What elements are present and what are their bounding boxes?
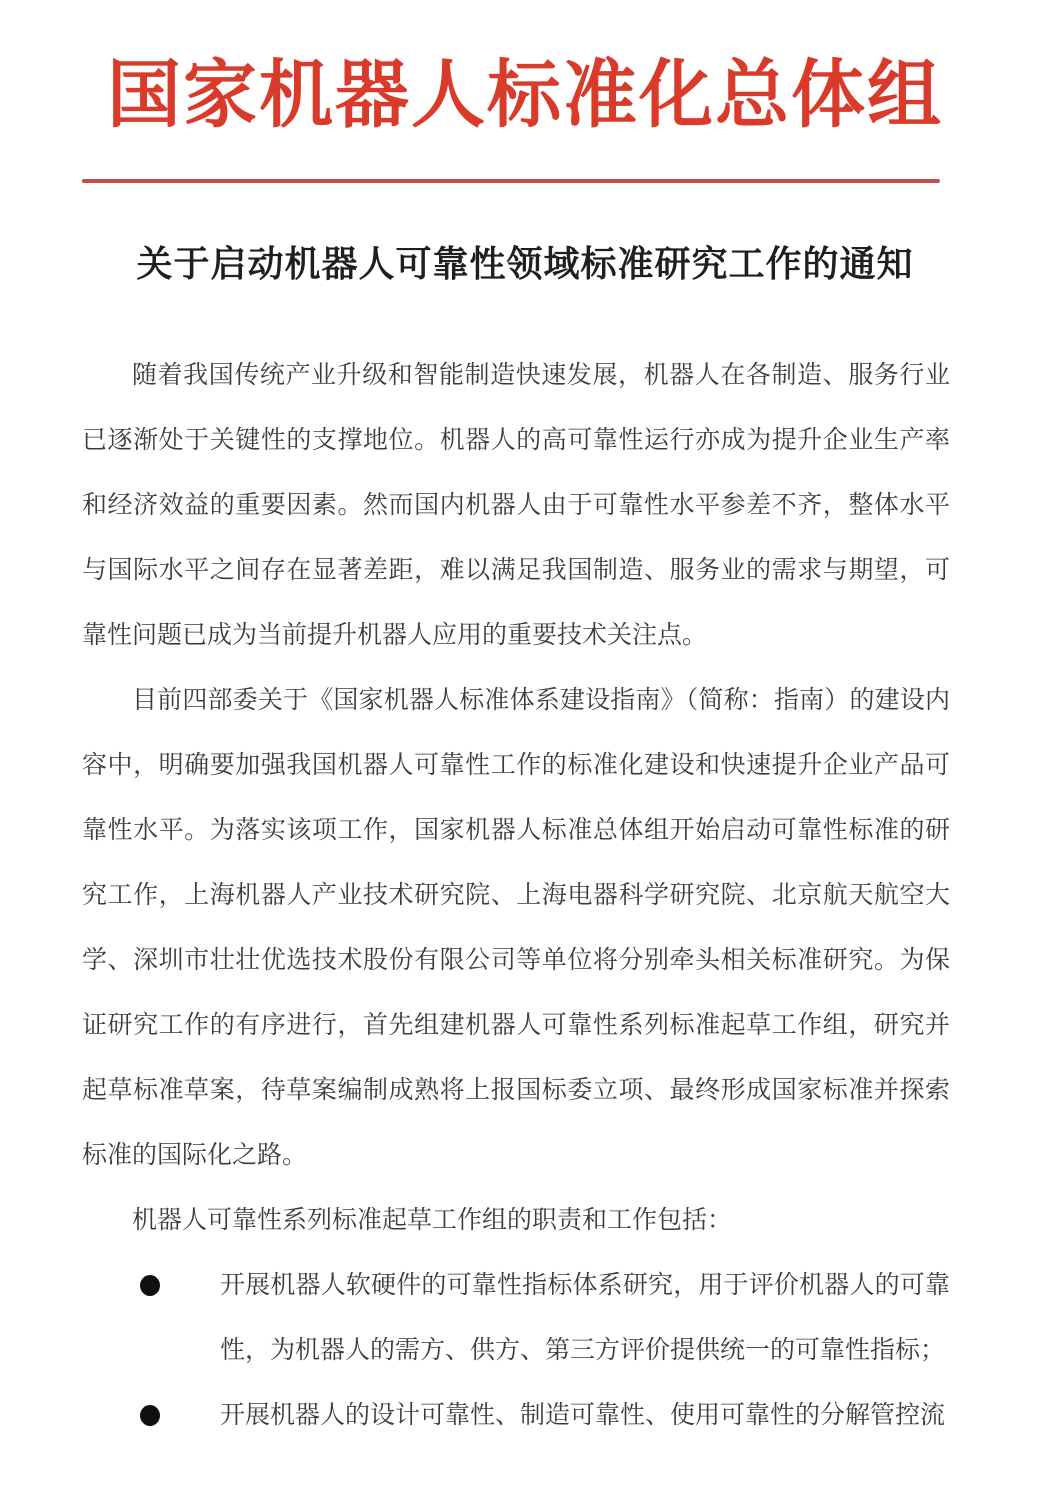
body-paragraph-3: 机器人可靠性系列标准起草工作组的职责和工作包括： bbox=[132, 1207, 733, 1235]
bullet-item bbox=[82, 1383, 950, 1448]
bullet-item-text: 开展机器人的设计可靠性、制造可靠性、使用可靠性的分解管控流 bbox=[220, 1402, 946, 1430]
bullet-item bbox=[82, 1253, 950, 1383]
org-header-title: 国家机器人标准化总体组 bbox=[107, 55, 943, 137]
bullet-list bbox=[82, 1253, 950, 1448]
document-body bbox=[82, 343, 950, 1448]
bullet-item-text: 开展机器人软硬件的可靠性指标体系研究，用于评价机器人的可靠性，为机器人的需方、供方、第三方评价提供统一的可靠性指标； bbox=[220, 1272, 950, 1365]
red-divider bbox=[82, 179, 940, 183]
body-paragraph-2: 目前四部委关于《国家机器人标准体系建设指南》（简称：指南）的建设内容中，明确要加强我国机器人可靠性工作的标准化建设和快速提升企业产品可靠性水平。为落实该项工作，国家机器人标准总体组开始启动可靠性标准的研究工作，上海机器人产业技术研究院、上海电器科学研究院、北京航天航空大学、深圳市壮壮优选技术股份有限公司等单位将分别牵头相关标准研究。为保证研究工作的有序进行，首先组建机器人可靠性系列标准起草工作组，研究并起草标准草案，待草案编制成熟将上报国标委立项、最终形成国家标准并探索标准的国际化之路。 bbox=[82, 687, 950, 1170]
document-title: 关于启动机器人可靠性领域标准研究工作的通知 bbox=[136, 243, 914, 284]
bullet-dot-icon bbox=[140, 1275, 160, 1296]
bullet-dot-icon bbox=[140, 1405, 160, 1426]
body-paragraph-1: 随着我国传统产业升级和智能制造快速发展，机器人在各制造、服务行业已逐渐处于关键性的支撑地位。机器人的高可靠性运行亦成为提升企业生产率和经济效益的重要因素。然而国内机器人由于可靠性水平参差不齐，整体水平与国际水平之间存在显著差距，难以满足我国制造、服务业的需求与期望，可靠性问题已成为当前提升机器人应用的重要技术关注点。 bbox=[82, 362, 950, 650]
